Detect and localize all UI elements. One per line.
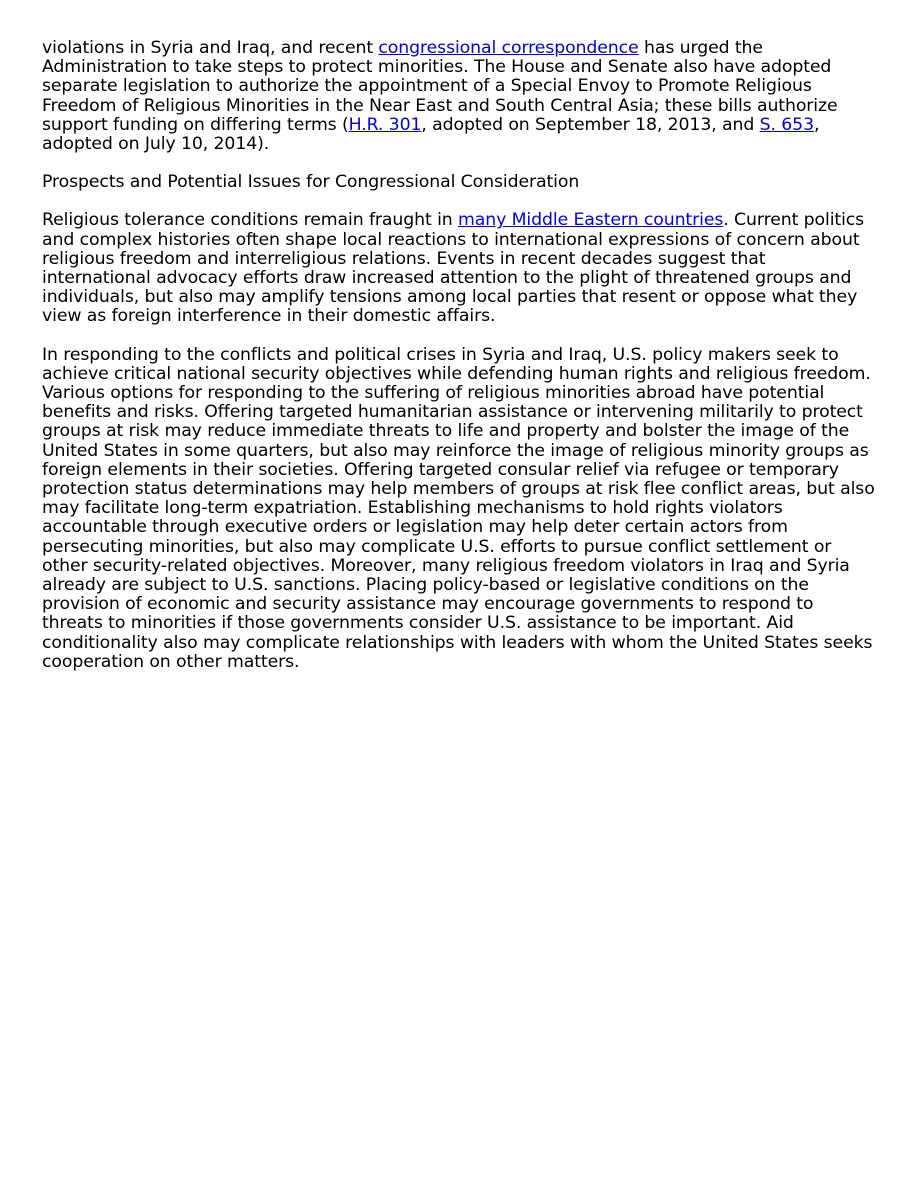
paragraph-text: Religious tolerance conditions remain fraught in [42,210,459,231]
congressional-correspondence-link[interactable]: congressional correspondence [378,38,639,58]
hr-301-link[interactable]: H.R. 301 [348,114,422,135]
paragraph-text: In responding to the conflicts and political crises in Syria and Iraq, U.S. policy makers seek to achieve critical national security objectives while defending human rights and religious freedom. Various options for responding to the suffering of religious minorities abroad have potential benefits and risks. Offering targeted humanitarian assistance or intervening militarily to protect groups at risk may reduce immediate threats to life and property and bolster the image of the United States in some quarters, but also may reinforce the image of religious minority groups as foreign elements in their societies. Offering targeted consular relief via refugee or temporary protection status determinations may help members of groups at risk flee conflict areas, but also may facilitate long-term expatriation. Establishing mechanisms to hold rights violators accountable through executive orders or legislation may help deter certain actors from persecuting minorities, but also may complicate U.S. efforts to pursue conflict settlement or other security-related objectives. Moreover, many religious freedom violators in Iraq and Syria already are subject to U.S. sanctions. Placing policy-based or legislative conditions on the provision of economic and security assistance may encourage governments to respond to threats to minorities if those governments consider U.S. assistance to be important. Aid conditionality also may complicate relationships with leaders with whom the United States seeks cooperation on other matters. [42,344,875,672]
paragraph-legislation [42,39,878,154]
paragraph-text: has urged the Administration to take steps to protect minorities. The House and Senate also have adopted separate legislation to authorize the appointment of a Special Envoy to Promote Religious Freedom of Religious Minorities in the Near East and South Central Asia; these bills authorize support funding on differing terms ( [42,38,838,135]
paragraph-text: violations in Syria and Iraq, and recent [42,38,379,58]
s-653-link[interactable]: S. 653 [759,114,814,135]
section-heading: Prospects and Potential Issues for Congressional Consideration [42,172,580,193]
paragraph-policy-options [42,346,878,672]
paragraph-text: , adopted on September 18, 2013, and [421,114,760,135]
document-body [42,39,878,691]
paragraph-text: , adopted on July 10, 2014). [42,114,820,155]
paragraph-text: . Current politics and complex histories often shape local reactions to international expressions of concern about religious freedom and interreligious relations. Events in recent decades suggest that international advocacy efforts draw increased attention to the plight of threatened groups and individuals, but also may amplify tensions among local parties that resent or oppose what they view as foreign interference in their domestic affairs. [42,210,865,327]
middle-eastern-countries-link[interactable]: many Middle Eastern countries [458,210,724,231]
paragraph-religious-tolerance [42,211,878,326]
